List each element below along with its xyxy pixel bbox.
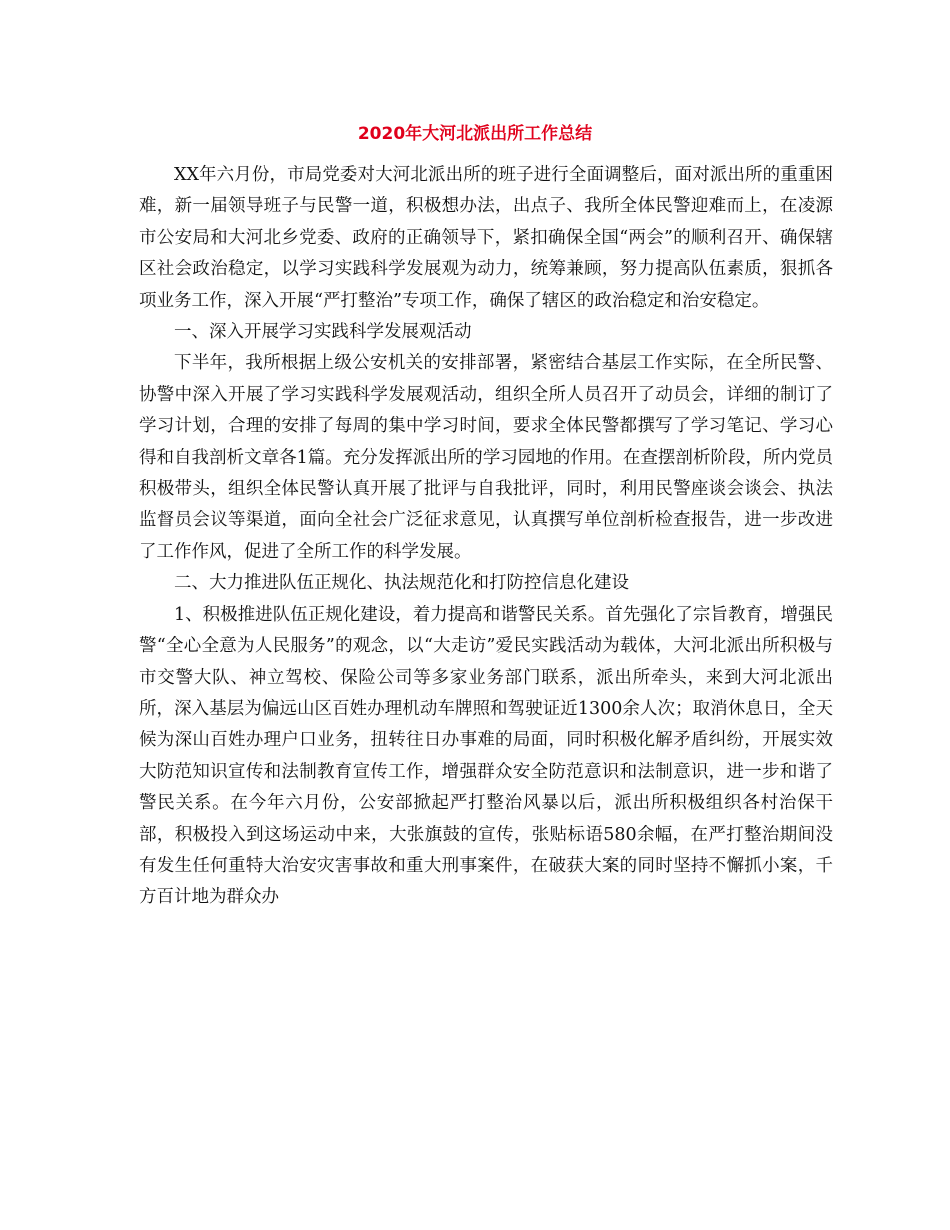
document-title: 2020年大河北派出所工作总结 [357,124,593,144]
section-heading-1: 一、深入开展学习实践科学发展观活动 [174,322,472,343]
section-1-paragraph: 下半年，我所根据上级公安机关的安排部署，紧密结合基层工作实际，在全所民警、协警中深入开展了学习实践科学发展观活动，组织全所人员召开了动员会，详细的制订了学习计划，合理的安排了每周的集中学习时间，要求全体民警都撰写了学习笔记、学习心得和自我剖析文章各1篇。充分发挥派出所的学习园地的作用。在查摆剖析阶段，所内党员积极带头，组织全体民警认真开展了批评与自我批评，同时，利用民警座谈会谈会、执法监督员会议等渠道，面向全社会广泛征求意见，认真撰写单位剖析检查报告，进一步改进了工作作风，促进了全所工作的科学发展。 [139,353,833,562]
intro-paragraph: XX年六月份，市局党委对大河北派出所的班子进行全面调整后，面对派出所的重重困难，新一届领导班子与民警一道，积极想办法，出点子、我所全体民警迎难而上，在凌源市公安局和大河北乡党委、政府的正确领导下，紧扣确保全国“两会”的顺利召开、确保辖区社会政治稳定，以学习实践科学发展观为动力，统筹兼顾，努力提高队伍素质，狠抓各项业务工作，深入开展“严打整治”专项工作，确保了辖区的政治稳定和治安稳定。 [139,165,833,311]
section-heading-2: 二、大力推进队伍正规化、执法规范化和打防控信息化建设 [174,573,629,594]
section-2-paragraph: 1、积极推进队伍正规化建设，着力提高和谐警民关系。首先强化了宗旨教育，增强民警“全心全意为人民服务”的观念，以“大走访”爱民实践活动为载体，大河北派出所积极与市交警大队、神立驾校、保险公司等多家业务部门联系，派出所牵头，来到大河北派出所，深入基层为偏远山区百姓办理机动车牌照和驾驶证近1300余人次；取消休息日，全天候为深山百姓办理户口业务，扭转往日办事难的局面，同时积极化解矛盾纠纷，开展实效大防范知识宣传和法制教育宣传工作，增强群众安全防范意识和法制意识，进一步和谐了警民关系。在今年六月份，公安部掀起严打整治风暴以后，派出所积极组织各村治保干部，积极投入到这场运动中来，大张旗鼓的宣传，张贴标语580余幅，在严打整治期间没有发生任何重特大治安灾害事故和重大刑事案件，在破获大案的同时坚持不懈抓小案，千方百计地为群众办 [139,604,833,908]
document-body [139,160,833,914]
